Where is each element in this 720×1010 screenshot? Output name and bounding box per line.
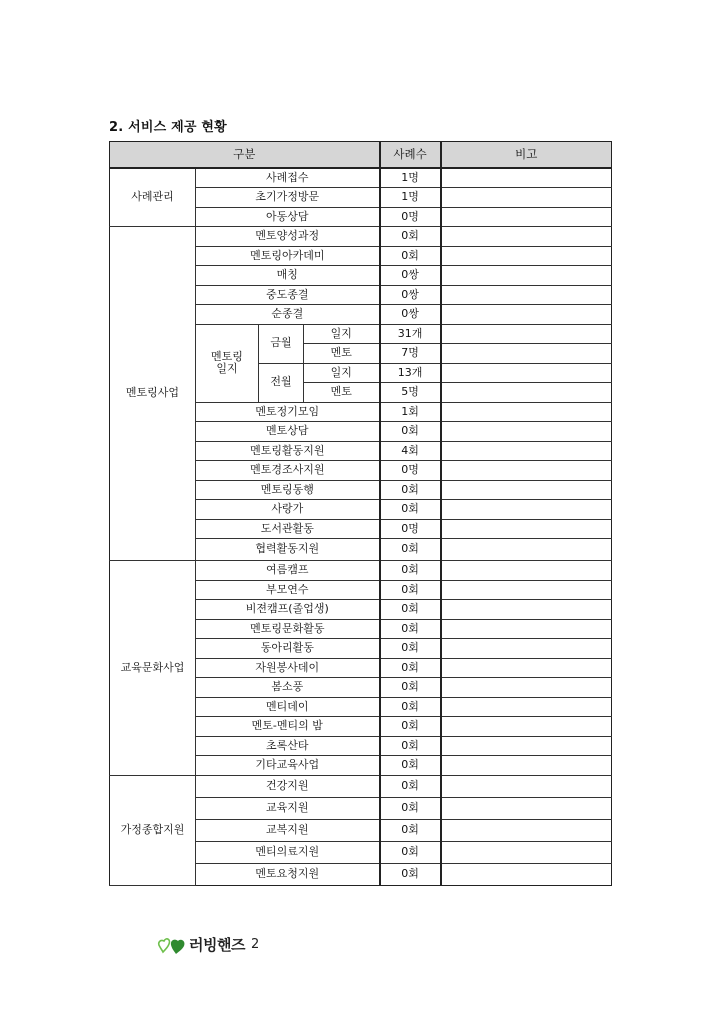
item-label: 멘토링동행 [196, 480, 380, 500]
note-cell [441, 717, 612, 737]
item-label: 봄소풍 [196, 678, 380, 698]
item-label: 도서관활동 [196, 519, 380, 539]
page-number: 2 [250, 936, 260, 952]
count-value: 0회 [380, 600, 441, 620]
item-label: 초기가정방문 [196, 188, 380, 208]
header-note: 비고 [441, 142, 612, 169]
count-value: 0쌍 [380, 285, 441, 305]
item-label: 사례접수 [196, 168, 380, 188]
note-cell [441, 363, 612, 383]
note-cell [441, 383, 612, 403]
count-value: 1명 [380, 168, 441, 188]
note-cell [441, 188, 612, 208]
count-value: 31개 [380, 324, 441, 344]
count-value: 0회 [380, 775, 441, 797]
note-cell [441, 697, 612, 717]
journal-label-line1: 멘토링 [211, 349, 243, 363]
journal-diary-label: 일지 [304, 324, 380, 344]
table-row [110, 227, 612, 247]
count-value: 0회 [380, 500, 441, 520]
count-value: 0회 [380, 717, 441, 737]
note-cell [441, 863, 612, 885]
note-cell [441, 736, 612, 756]
item-label: 멘토정기모임 [196, 402, 380, 422]
count-value: 0회 [380, 246, 441, 266]
brand-name: 러빙핸즈 [189, 935, 245, 954]
item-label: 멘토링활동지원 [196, 441, 380, 461]
count-value: 0회 [380, 697, 441, 717]
item-label: 멘토상담 [196, 422, 380, 442]
item-label: 교육지원 [196, 797, 380, 819]
count-value: 0명 [380, 207, 441, 227]
table-row [110, 168, 612, 188]
note-cell [441, 246, 612, 266]
item-label: 멘토요청지원 [196, 863, 380, 885]
page-footer [157, 933, 259, 955]
note-cell [441, 422, 612, 442]
item-label: 멘토링문화활동 [196, 619, 380, 639]
journal-label-line2: 일지 [216, 362, 238, 375]
count-value: 0회 [380, 797, 441, 819]
count-value: 0회 [380, 678, 441, 698]
item-label: 교복지원 [196, 819, 380, 841]
count-value: 1회 [380, 402, 441, 422]
item-label: 멘티의료지원 [196, 841, 380, 863]
table-row [110, 561, 612, 581]
item-label: 사랑가 [196, 500, 380, 520]
journal-mentor-label: 멘토 [304, 344, 380, 364]
journal-mentor-label: 멘토 [304, 383, 380, 403]
category-family-support: 가정종합지원 [110, 775, 196, 885]
note-cell [441, 500, 612, 520]
note-cell [441, 600, 612, 620]
category-mentoring: 멘토링사업 [110, 227, 196, 561]
note-cell [441, 639, 612, 659]
count-value: 0회 [380, 756, 441, 776]
note-cell [441, 344, 612, 364]
journal-diary-label: 일지 [304, 363, 380, 383]
item-label: 멘토링아카데미 [196, 246, 380, 266]
note-cell [441, 441, 612, 461]
note-cell [441, 305, 612, 325]
item-label: 멘티데이 [196, 697, 380, 717]
note-cell [441, 285, 612, 305]
note-cell [441, 324, 612, 344]
count-value: 0회 [380, 539, 441, 561]
count-value: 0명 [380, 519, 441, 539]
note-cell [441, 580, 612, 600]
count-value: 4회 [380, 441, 441, 461]
note-cell [441, 797, 612, 819]
journal-this-month: 금월 [259, 324, 304, 363]
note-cell [441, 756, 612, 776]
count-value: 0회 [380, 863, 441, 885]
count-value: 0쌍 [380, 305, 441, 325]
service-table [109, 141, 612, 886]
header-count: 사례수 [380, 142, 441, 169]
note-cell [441, 266, 612, 286]
count-value: 7명 [380, 344, 441, 364]
count-value: 0회 [380, 619, 441, 639]
item-label: 중도종결 [196, 285, 380, 305]
item-label: 멘토경조사지원 [196, 461, 380, 481]
category-case-management: 사례관리 [110, 168, 196, 227]
count-value: 0쌍 [380, 266, 441, 286]
item-label: 협력활동지원 [196, 539, 380, 561]
journal-label [196, 324, 259, 402]
note-cell [441, 658, 612, 678]
count-value: 1명 [380, 188, 441, 208]
note-cell [441, 227, 612, 247]
item-label: 비젼캠프(졸업생) [196, 600, 380, 620]
item-label: 아동상담 [196, 207, 380, 227]
note-cell [441, 619, 612, 639]
count-value: 0회 [380, 561, 441, 581]
item-label: 초록산타 [196, 736, 380, 756]
category-education-culture: 교육문화사업 [110, 561, 196, 776]
item-label: 순종결 [196, 305, 380, 325]
item-label: 건강지원 [196, 775, 380, 797]
count-value: 0회 [380, 658, 441, 678]
count-value: 0회 [380, 736, 441, 756]
note-cell [441, 561, 612, 581]
note-cell [441, 168, 612, 188]
note-cell [441, 678, 612, 698]
count-value: 0회 [380, 841, 441, 863]
item-label: 기타교육사업 [196, 756, 380, 776]
note-cell [441, 207, 612, 227]
count-value: 0회 [380, 227, 441, 247]
table-header-row [110, 142, 612, 169]
item-label: 자원봉사데이 [196, 658, 380, 678]
item-label: 멘토양성과정 [196, 227, 380, 247]
note-cell [441, 841, 612, 863]
item-label: 멘토-멘티의 밤 [196, 717, 380, 737]
item-label: 부모연수 [196, 580, 380, 600]
item-label: 동아리활동 [196, 639, 380, 659]
note-cell [441, 480, 612, 500]
journal-total: 전월 [259, 363, 304, 402]
count-value: 0회 [380, 819, 441, 841]
note-cell [441, 539, 612, 561]
note-cell [441, 402, 612, 422]
count-value: 5명 [380, 383, 441, 403]
note-cell [441, 819, 612, 841]
note-cell [441, 461, 612, 481]
count-value: 13개 [380, 363, 441, 383]
header-category: 구분 [110, 142, 380, 169]
count-value: 0회 [380, 422, 441, 442]
note-cell [441, 519, 612, 539]
count-value: 0회 [380, 580, 441, 600]
count-value: 0회 [380, 480, 441, 500]
heart-sprout-logo-icon [157, 933, 187, 955]
count-value: 0회 [380, 639, 441, 659]
count-value: 0명 [380, 461, 441, 481]
section-title: 2. 서비스 제공 현황 [109, 120, 227, 135]
item-label: 여름캠프 [196, 561, 380, 581]
item-label: 매칭 [196, 266, 380, 286]
note-cell [441, 775, 612, 797]
table-row [110, 775, 612, 797]
